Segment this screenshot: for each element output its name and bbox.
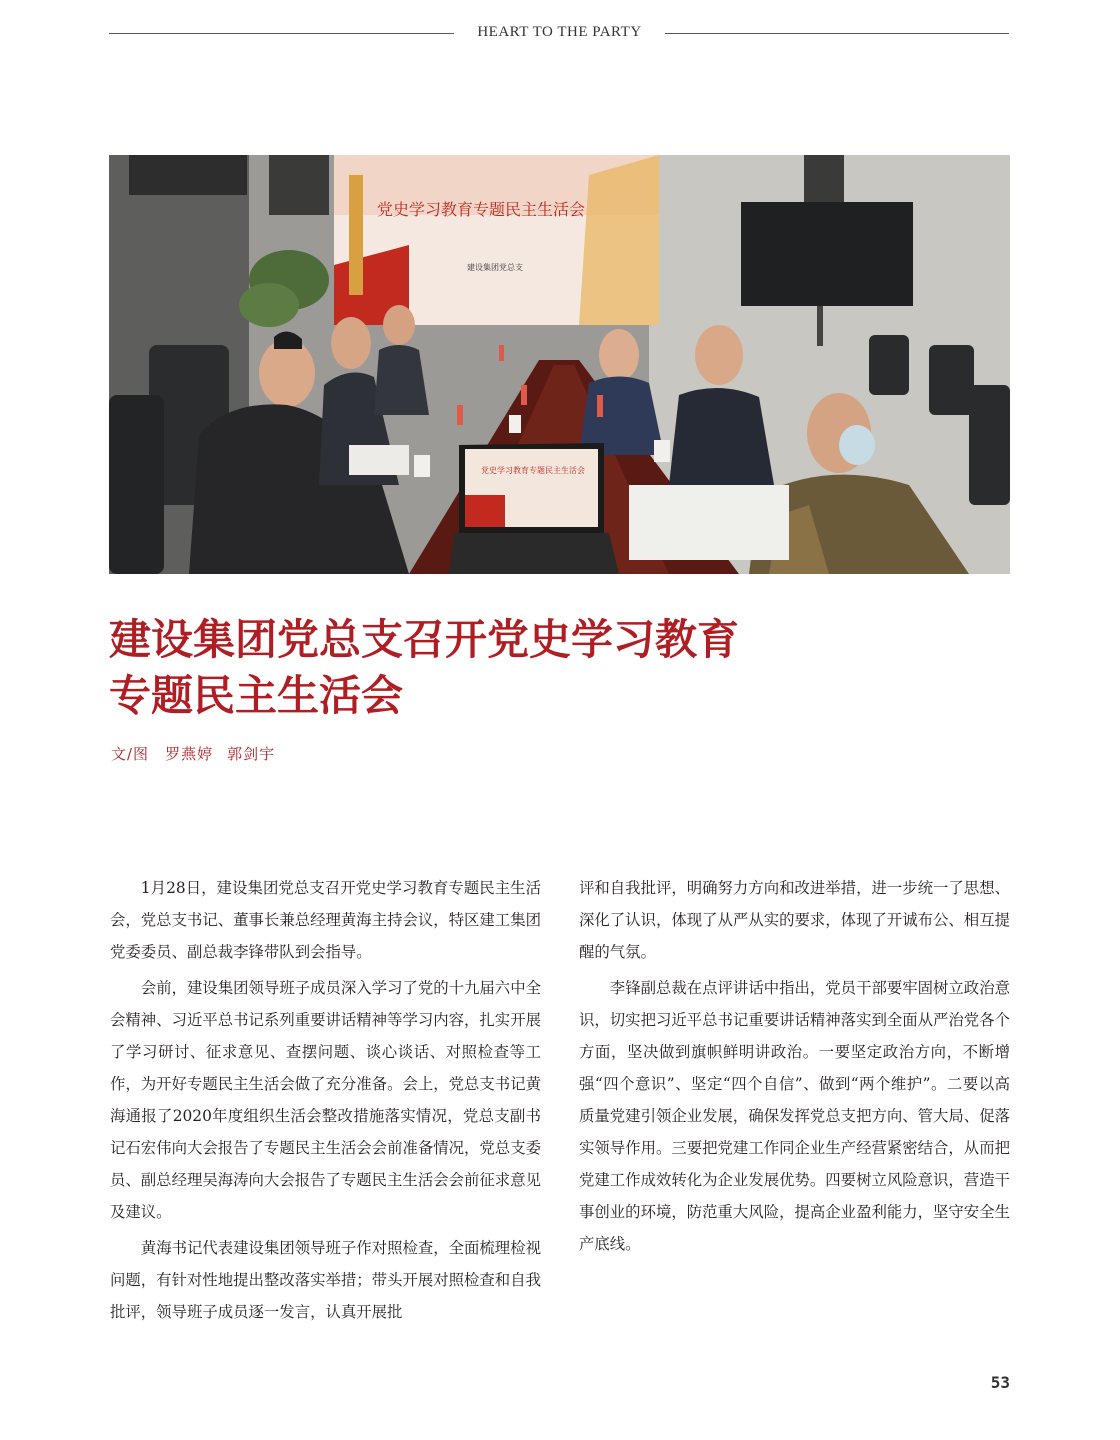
section-label: HEART TO THE PARTY [477, 24, 642, 40]
title-line-2: 专题民主生活会 [109, 671, 404, 720]
screen-title: 党史学习教育专题民主生活会 [377, 200, 586, 219]
body-column-right [579, 872, 1010, 1264]
paragraph: 黄海书记代表建设集团领导班子作对照检查，全面梳理检视问题，有针对性地提出整改落实举措；带头开展对照检查和自我批评，领导班子成员逐一发言，认真开展批 [110, 1239, 541, 1321]
header-rule-left [109, 33, 454, 34]
screen-org: 建设集团党总支 [467, 263, 523, 272]
body-column-left [110, 872, 541, 1332]
byline-label: 文/图 [111, 745, 150, 763]
paragraph: 评和自我批评，明确努力方向和改进举措，进一步统一了思想、深化了认识，体现了从严从实的要求，体现了开诚布公、相互提醒的气氛。 [579, 879, 1010, 961]
paragraph: 1月28日，建设集团党总支召开党史学习教育专题民主生活会，党总支书记、董事长兼总经理黄海主持会议，特区建工集团党委委员、副总裁李锋带队到会指导。 [110, 879, 541, 961]
paragraph: 李锋副总裁在点评讲话中指出，党员干部要牢固树立政治意识，切实把习近平总书记重要讲话精神落实到全面从严治党各个方面，坚决做到旗帜鲜明讲政治。一要坚定政治方向，不断增强“四个意识”、坚定“四个自信”、做到“两个维护”。二要以高质量党建引领企业发展，确保发挥党总支把方向、管大局、促落实领导作用。三要把党建工作同企业生产经营紧密结合，从而把党建工作成效转化为企业发展优势。四要树立风险意识，营造干事创业的环境，防范重大风险，提高企业盈利能力，坚守安全生产底线。 [579, 979, 1010, 1253]
title-line-1: 建设集团党总支召开党史学习教育 [109, 615, 740, 664]
meeting-photo [109, 155, 1010, 574]
article-title [109, 612, 1009, 724]
author-2: 郭剑宇 [227, 745, 276, 763]
paragraph: 会前，建设集团领导班子成员深入学习了党的十九届六中全会精神、习近平总书记系列重要讲话精神等学习内容，扎实开展了学习研讨、征求意见、查摆问题、谈心谈话、对照检查等工作，为开好专题民主生活会做了充分准备。会上，党总支书记黄海通报了2020年度组织生活会整改措施落实情况，党总支副书记石宏伟向大会报告了专题民主生活会会前准备情况，党总支委员、副总经理吴海涛向大会报告了专题民主生活会会前征求意见及建议。 [110, 979, 541, 1221]
byline [111, 743, 275, 764]
header-rule-right [665, 33, 1009, 34]
running-header [109, 22, 1009, 46]
author-1: 罗燕婷 [165, 745, 214, 763]
laptop-title: 党史学习教育专题民主生活会 [481, 466, 585, 475]
page-number: 53 [990, 1373, 1010, 1392]
